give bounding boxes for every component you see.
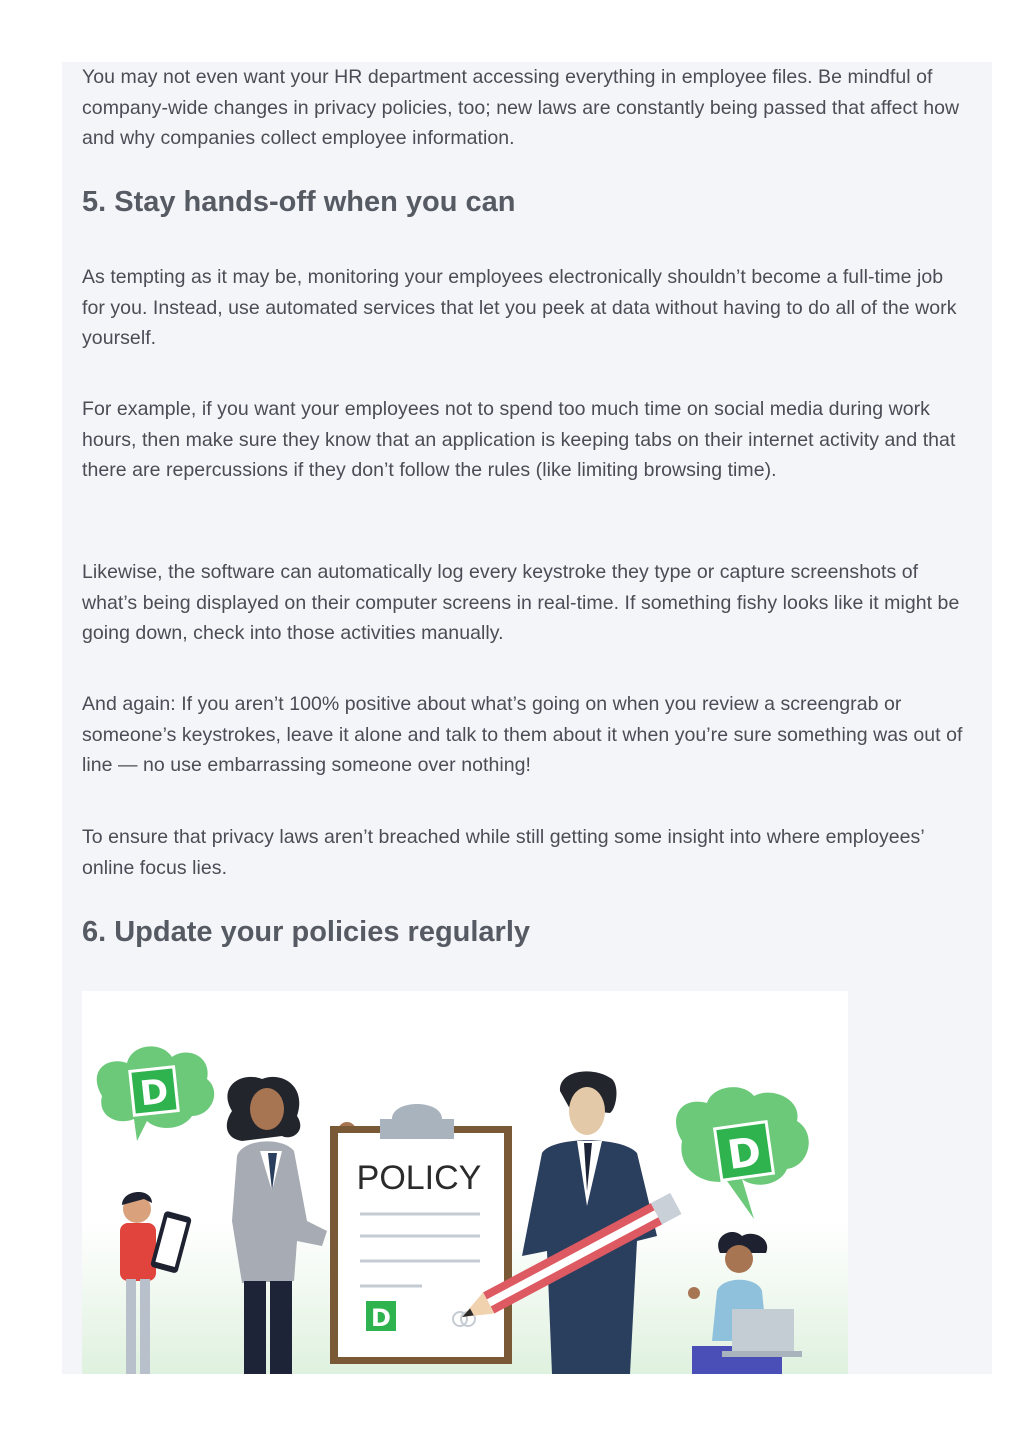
intro-paragraph: You may not even want your HR department accessing everything in employee files. Be mindful of company-wide changes in privacy policies, too; new laws are constantly being passed that affect how and why companies collect employee information. bbox=[82, 66, 960, 149]
policy-illustration bbox=[82, 991, 848, 1374]
policy-illustration-svg bbox=[82, 991, 848, 1374]
section-5-heading: 5. Stay hands-off when you can bbox=[82, 186, 516, 218]
clipboard-logo-letter: D bbox=[371, 1304, 391, 1332]
right-bubble-logo-letter: D bbox=[724, 1128, 765, 1180]
section-5-paragraph-5: To ensure that privacy laws aren’t breached while still getting some insight into where employees’ online focus lies. bbox=[82, 826, 925, 879]
article-panel bbox=[62, 62, 992, 1374]
left-bubble-logo-letter: D bbox=[138, 1071, 171, 1115]
section-5-paragraph-1: As tempting as it may be, monitoring your employees electronically shouldn’t become a full-time job for you. Instead, use automated services that let you peek at data without having to do all of the work yourself. bbox=[82, 266, 957, 349]
clipboard-title: POLICY bbox=[356, 1159, 482, 1197]
section-5-paragraph-2: For example, if you want your employees not to spend too much time on social media during work hours, then make sure they know that an application is keeping tabs on their internet activity and that there are repercussions if they don’t follow the rules (like limiting browsing time). bbox=[82, 398, 956, 481]
section-6-heading: 6. Update your policies regularly bbox=[82, 916, 531, 948]
policy-clipboard bbox=[330, 1104, 512, 1364]
section-5-paragraph-4: And again: If you aren’t 100% positive about what’s going on when you review a screengrab or someone’s keystrokes, leave it alone and talk to them about it when you’re sure something was out of line — no use embarrassing someone over nothing! bbox=[82, 693, 963, 776]
section-5-paragraph-3: Likewise, the software can automatically log every keystroke they type or capture screenshots of what’s being displayed on their computer screens in real-time. If something fishy looks like it might be going down, check into those activities manually. bbox=[82, 561, 960, 644]
